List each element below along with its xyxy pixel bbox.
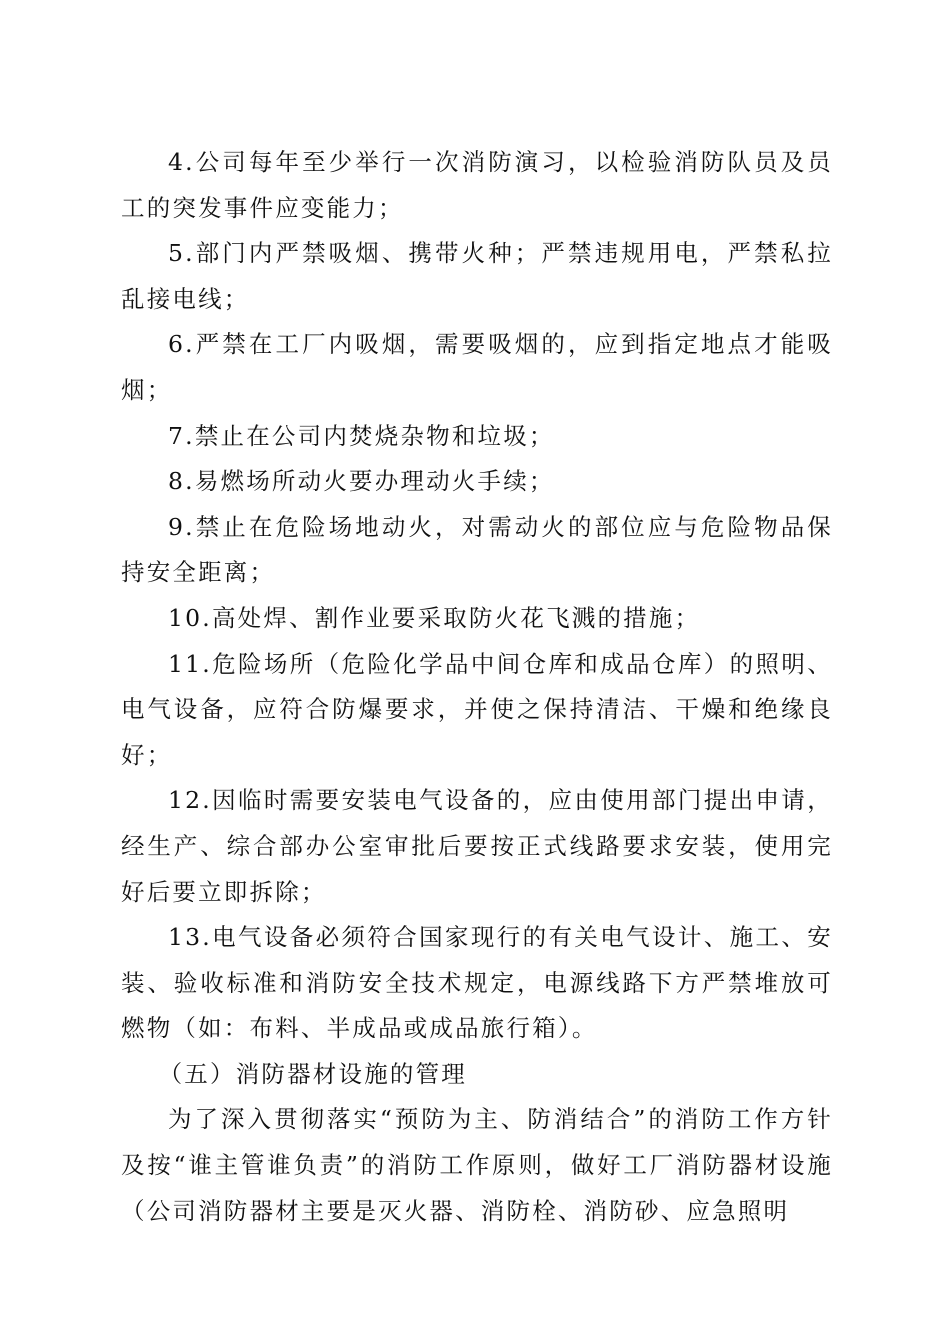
rule-item-13: 13.电气设备必须符合国家现行的有关电气设计、施工、安装、验收标准和消防安全技术规定，电源线路下方严禁堆放可燃物（如：布料、半成品或成品旅行箱）。 [121,923,833,1043]
rule-item-8: 8.易燃场所动火要办理动火手续； [168,467,555,496]
rule-item-12: 12.因临时需要安装电气设备的，应由使用部门提出申请，经生产、综合部办公室审批后要按正式线路要求安装，使用完好后要立即拆除； [121,786,833,906]
section-heading: （五）消防器材设施的管理 [158,1059,467,1088]
closing-paragraph: 为了深入贯彻落实“预防为主、防消结合”的消防工作方针及按“谁主管谁负责”的消防工作原则，做好工厂消防器材设施（公司消防器材主要是灭火器、消防栓、消防砂、应急照明 [121,1105,833,1225]
rule-item-9: 9.禁止在危险场地动火，对需动火的部位应与危险物品保持安全距离； [121,512,833,587]
rule-item-7: 7.禁止在公司内焚烧杂物和垃圾； [168,421,555,450]
rule-item-6: 6.严禁在工厂内吸烟，需要吸烟的，应到指定地点才能吸烟； [121,330,833,404]
document-body [121,140,833,1234]
rule-item-4: 4.公司每年至少举行一次消防演习，以检验消防队员及员工的突发事件应变能力； [121,148,833,222]
rule-item-5: 5.部门内严禁吸烟、携带火种；严禁违规用电，严禁私拉乱接电线； [121,239,833,313]
rule-item-11: 11.危险场所（危险化学品中间仓库和成品仓库）的照明、电气设备，应符合防爆要求，并使之保持清洁、干燥和绝缘良好； [121,649,833,769]
rule-item-10: 10.高处焊、割作业要采取防火花飞溅的措施； [168,603,701,632]
